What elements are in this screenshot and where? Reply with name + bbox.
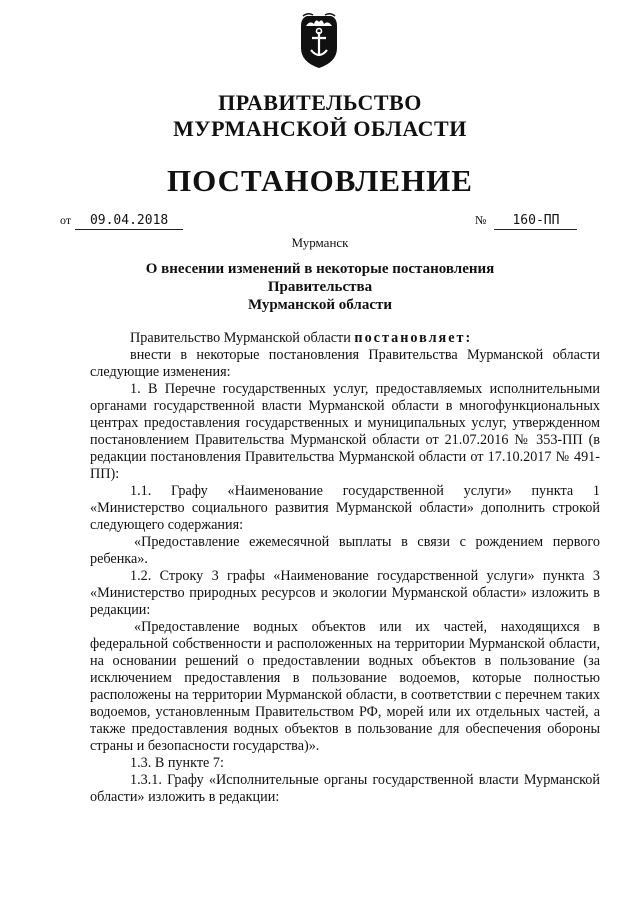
date-label: от xyxy=(60,213,72,227)
paragraph: 1. В Перечне государственных услуг, предоставляемых исполнительными органами государственной власти Мурманской области в многофункциональных центрах предоставления государственных и муниципальных услуг, утвержденном постановлением Правительства Мурманской области от 21.07.2016 № 353-ПП (в редакции постановления Правительства Мурманской области от 17.10.2017 № 491-ПП): xyxy=(90,381,600,482)
paragraph: 1.2. Строку 3 графы «Наименование государственной услуги» пункта 3 «Министерство природных ресурсов и экологии Мурманской области» изложить в редакции: xyxy=(90,568,600,618)
document-type-title: ПОСТАНОВЛЕНИЕ xyxy=(167,163,473,198)
paragraph: 1.3. В пункте 7: xyxy=(130,755,224,771)
city: Мурманск xyxy=(291,235,349,250)
document-subject xyxy=(110,260,530,314)
paragraph: 1.3.1. Графу «Исполнительные органы государственной власти Мурманской области» изложить в редакции: xyxy=(90,772,600,805)
subject-line1: О внесении изменений в некоторые постановления Правительства xyxy=(145,261,495,295)
subject-line2: Мурманской области xyxy=(247,297,393,313)
quoted-paragraph: «Предоставление ежемесячной выплаты в связи с рождением первого ребенка». xyxy=(90,534,600,567)
paragraph: внести в некоторые постановления Правительства Мурманской области следующие изменения: xyxy=(90,347,600,380)
number-label: № xyxy=(475,213,487,227)
coat-of-arms-icon xyxy=(298,12,340,70)
document-number: 160-ПП xyxy=(494,213,577,230)
intro-text: Правительство Мурманской области xyxy=(130,330,355,346)
intro-decree-word: постановляет: xyxy=(354,330,473,346)
document-body xyxy=(90,330,600,806)
org-name-line1: ПРАВИТЕЛЬСТВО xyxy=(218,90,422,115)
intro-paragraph xyxy=(90,330,600,347)
paragraph: 1.1. Графу «Наименование государственной услуги» пункта 1 «Министерство социального развития Мурманской области» дополнить строкой следующего содержания: xyxy=(90,483,600,533)
org-name-line2: МУРМАНСКОЙ ОБЛАСТИ xyxy=(173,116,467,141)
date-row xyxy=(60,212,183,230)
quoted-paragraph: «Предоставление водных объектов или их частей, находящихся в федеральной собственности и расположенных на территории Мурманской области, на основании решений о предоставлении водных объектов в пользование (за исключением предоставления в пользование водоемов, которые полностью расположены на территории Мурманской области, в соответствии с перечнем таких водоемов, установленным Правительством РФ, морей или их отдельных частей, а также предоставления водных объектов в пользование для обеспечения обороны страны и безопасности государства)». xyxy=(90,619,600,754)
number-row xyxy=(475,212,577,230)
document-date: 09.04.2018 xyxy=(75,213,183,230)
